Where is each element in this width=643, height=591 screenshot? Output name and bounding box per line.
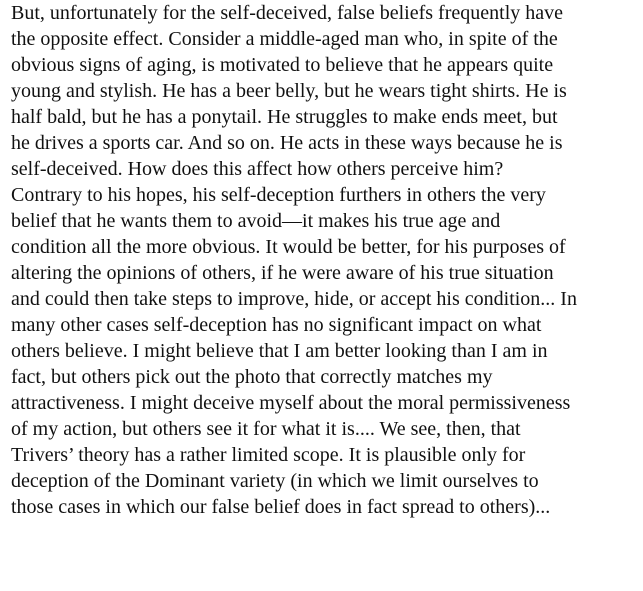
text-line-19: deception of the Dominant variety (in which we limit ourselves to: [11, 470, 539, 492]
text-line-18: Trivers’ theory has a rather limited scope. It is plausible only for: [11, 444, 526, 466]
text-line-4: young and stylish. He has a beer belly, but he wears tight shirts. He is: [11, 80, 567, 102]
text-line-5: half bald, but he has a ponytail. He struggles to make ends meet, but: [11, 106, 558, 128]
text-line-1: But, unfortunately for the self-deceived, false beliefs frequently have: [11, 2, 564, 24]
text-line-11: altering the opinions of others, if he were aware of his true situation: [11, 262, 554, 284]
text-line-16: attractiveness. I might deceive myself about the moral permissiveness: [11, 392, 571, 414]
text-line-8: Contrary to his hopes, his self-deception furthers in others the very: [11, 184, 546, 206]
text-line-12: and could then take steps to improve, hide, or accept his condition... In: [11, 288, 577, 310]
text-line-20: those cases in which our false belief does in fact spread to others)...: [11, 496, 551, 518]
text-line-2: the opposite effect. Consider a middle-aged man who, in spite of the: [11, 28, 558, 50]
text-line-3: obvious signs of aging, is motivated to believe that he appears quite: [11, 54, 554, 76]
text-line-15: fact, but others pick out the photo that correctly matches my: [11, 366, 493, 388]
text-line-17: of my action, but others see it for what it is.... We see, then, that: [11, 418, 521, 440]
text-line-6: he drives a sports car. And so on. He acts in these ways because he is: [11, 132, 563, 154]
text-line-14: others believe. I might believe that I am better looking than I am in: [11, 340, 548, 362]
text-line-13: many other cases self-deception has no significant impact on what: [11, 314, 542, 336]
text-line-7: self-deceived. How does this affect how others perceive him?: [11, 158, 504, 180]
text-passage: [11, 0, 643, 520]
text-line-9: belief that he wants them to avoid—it makes his true age and: [11, 210, 501, 232]
text-line-10: condition all the more obvious. It would be better, for his purposes of: [11, 236, 566, 258]
